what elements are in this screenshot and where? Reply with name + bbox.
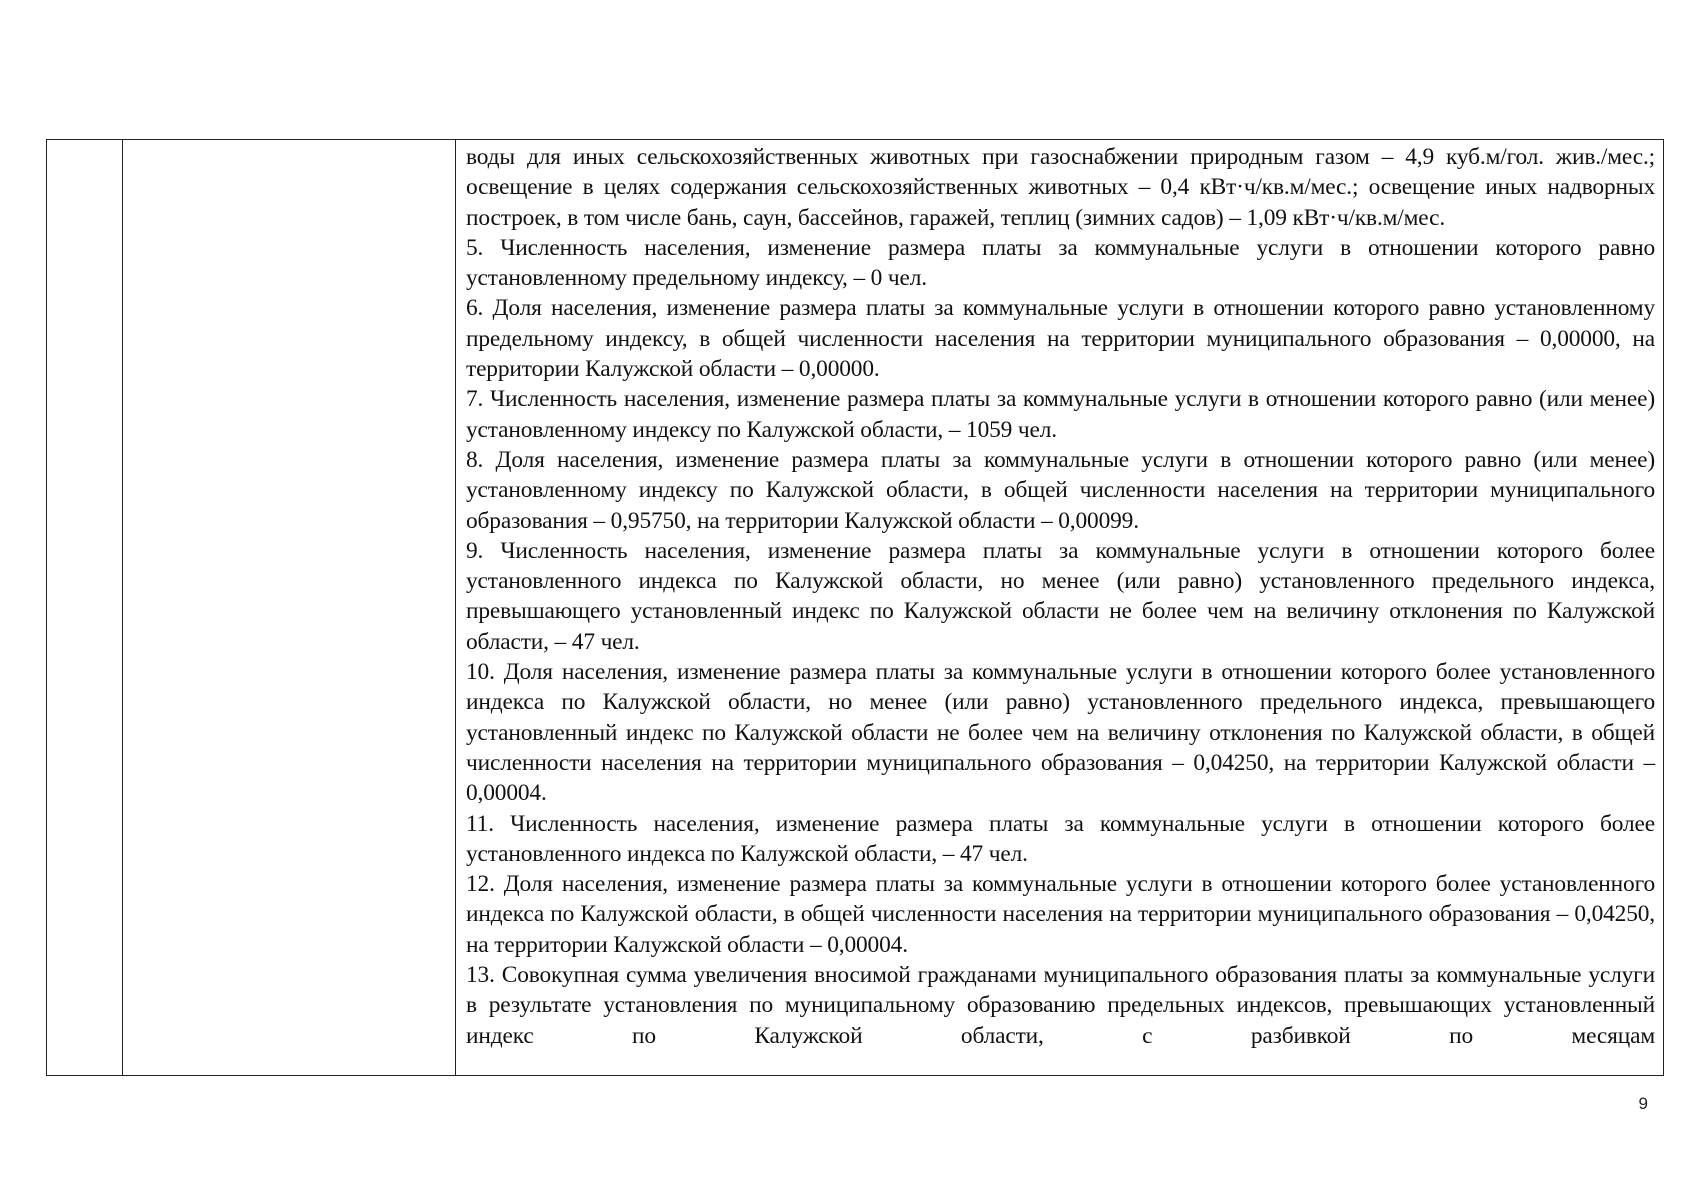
table-column-number	[47, 140, 123, 1075]
paragraph-item-9: 9. Численность населения, изменение размера платы за коммунальные услуги в отношении которого более установленного индекса по Калужской области, но менее (или равно) установленного предельного индекса, превышающего установленный индекс по Калужской области не более чем на величину отклонения по Калужской области, – 47 чел.	[466, 537, 1655, 655]
table-column-name	[123, 140, 456, 1075]
paragraph-item-7: 7. Численность населения, изменение размера платы за коммунальные услуги в отношении которого равно (или менее) установленному индексу по Калужской области, – 1059 чел.	[466, 386, 1655, 443]
paragraph-item-8: 8. Доля населения, изменение размера платы за коммунальные услуги в отношении которого равно (или менее) установленному индексу по Калужской области, в общей численности населения на территории муниципального образования – 0,95750, на территории Калужской области – 0,00099.	[466, 446, 1655, 534]
paragraph-item-13: 13. Совокупная сумма увеличения вносимой гражданами муниципального образования платы за коммунальные услуги в результате установления по муниципальному образованию предельных индексов, превышающих установленный индекс по Калужской области, с разбивкой по месяцам	[466, 962, 1655, 1049]
paragraph-item-11: 11. Численность населения, изменение размера платы за коммунальные услуги в отношении которого более установленного индекса по Калужской области, – 47 чел.	[466, 810, 1655, 867]
page-number: 9	[1638, 1094, 1648, 1113]
paragraph-item-6: 6. Доля населения, изменение размера платы за коммунальные услуги в отношении которого равно установленному предельному индексу, в общей численности населения на территории муниципального образования – 0,00000, на территории Калужской области – 0,00000.	[466, 295, 1655, 383]
paragraph-item-10: 10. Доля населения, изменение размера платы за коммунальные услуги в отношении которого более установленного индекса по Калужской области, но менее (или равно) установленного предельного индекса, превышающего установленный индекс по Калужской области не более чем на величину отклонения по Калужской области, в общей численности населения на территории муниципального образования – 0,04250, на территории Калужской области – 0,00004.	[466, 659, 1655, 807]
document-table	[46, 139, 1664, 1076]
paragraph-item-12: 12. Доля населения, изменение размера платы за коммунальные услуги в отношении которого более установленного индекса по Калужской области, в общей численности населения на территории муниципального образования – 0,04250, на территории Калужской области – 0,00004.	[466, 871, 1655, 958]
paragraph-item-5: 5. Численность населения, изменение размера платы за коммунальные услуги в отношении которого равно установленному предельному индексу, – 0 чел.	[466, 234, 1655, 292]
paragraph-continuation: воды для иных сельскохозяйственных животных при газоснабжении природным газом – 4,9 куб.м/гол. жив./мес.; освещение в целях содержания сельскохозяйственных животных – 0,4 кВт·ч/кв.м/мес.; освещение иных надворных построек, в том числе бань, саун, бассейнов, гаражей, теплиц (зимних садов) – 1,09 кВт·ч/кв.м/мес.	[466, 144, 1655, 231]
table-column-content	[456, 140, 1663, 1075]
